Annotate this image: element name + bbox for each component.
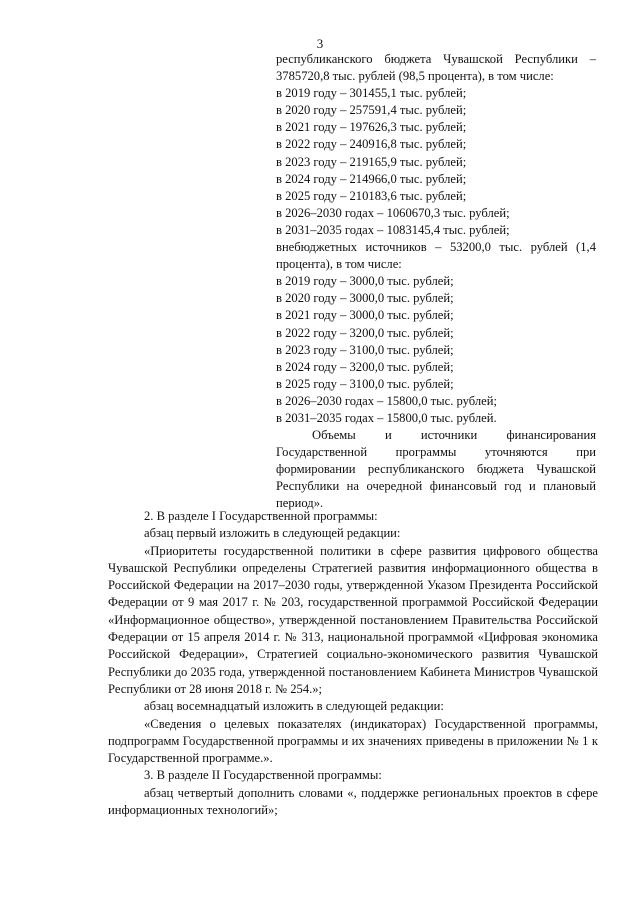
republic-line-2020: в 2020 году – 257591,4 тыс. рублей; — [276, 103, 467, 118]
republic-line-2031-2035: в 2031–2035 годах – 1083145,4 тыс. рублей; — [276, 222, 510, 237]
republic-line-2025: в 2025 году – 210183,6 тыс. рублей; — [276, 188, 467, 203]
republic-line-2023: в 2023 году – 219165,9 тыс. рублей; — [276, 154, 467, 169]
paragraph-section-1-heading: 2. В разделе I Государственной программы: — [144, 509, 378, 523]
extra-line-2021: в 2021 году – 3000,0 тыс. рублей; — [276, 308, 454, 323]
extra-line-2019: в 2019 году – 3000,0 тыс. рублей; — [276, 274, 454, 289]
paragraph-first-abzac: абзац первый изложить в следующей редакции: — [144, 526, 401, 541]
paragraph-indicators-quote: «Сведения о целевых показателях (индикаторах) Государственной программы, подпрограмм Государственной программы и их значениях приведены в приложении № 1 к Государственной программе.». — [108, 716, 598, 766]
republic-line-2019: в 2019 году – 301455,1 тыс. рублей; — [276, 86, 467, 101]
extra-line-2026-2030: в 2026–2030 годах – 15800,0 тыс. рублей; — [276, 393, 497, 408]
amendments-body — [108, 508, 598, 819]
extra-line-2020: в 2020 году – 3000,0 тыс. рублей; — [276, 291, 454, 306]
extra-line-2025: в 2025 году – 3100,0 тыс. рублей; — [276, 376, 454, 391]
extra-line-2023: в 2023 году – 3100,0 тыс. рублей; — [276, 342, 454, 357]
paragraph-eighteenth-abzac: абзац восемнадцатый изложить в следующей редакции: — [144, 699, 444, 714]
paragraph-priorities-quote: «Приоритеты государственной политики в сфере развития цифрового общества Чувашской Республики определены Стратегией развития информационного общества в Российской Федерации на 2017–2030 годы, утвержденной Указом Президента Российской Федерации от 9 мая 2017 г. № 203, государственной программой Российской Федерации «Информационное общество», утвержденной постановлением Правительства Российской Федерации от 15 апреля 2014 г. № 313, национальной программой «Цифровая экономика Российской Федерации», Стратегией социально-экономического развития Чувашской Республики до 2035 года, утвержденной постановлением Кабинета Министров Чувашской Республики от 28 июня 2018 г. № 254.»; — [108, 543, 598, 696]
republic-line-2022: в 2022 году – 240916,8 тыс. рублей; — [276, 137, 467, 152]
paragraph-section-2-heading: 3. В разделе II Государственной программы: — [144, 768, 382, 783]
republic-budget-intro: республиканского бюджета Чувашской Республики – 3785720,8 тыс. рублей (98,5 процента), в том числе: — [276, 52, 596, 84]
republic-line-2021: в 2021 году – 197626,3 тыс. рублей; — [276, 120, 467, 135]
funding-closing-paragraph: Объемы и источники финансирования Государственной программы уточняются при формировании республиканского бюджета Чувашской Республики на очередной финансовый год и плановый период». — [276, 428, 596, 511]
funding-column — [276, 51, 596, 513]
extrabudget-intro: внебюджетных источников – 53200,0 тыс. рублей (1,4 процента), в том числе: — [276, 240, 596, 272]
paragraph-fourth-abzac: абзац четвертый дополнить словами «, поддержке региональных проектов в сфере информационных технологий»; — [108, 785, 598, 818]
extra-line-2022: в 2022 году – 3200,0 тыс. рублей; — [276, 325, 454, 340]
extra-line-2024: в 2024 году – 3200,0 тыс. рублей; — [276, 359, 454, 374]
page-number: 3 — [316, 36, 324, 51]
republic-line-2026-2030: в 2026–2030 годах – 1060670,3 тыс. рублей; — [276, 205, 510, 220]
republic-line-2024: в 2024 году – 214966,0 тыс. рублей; — [276, 171, 467, 186]
extra-line-2031-2035: в 2031–2035 годах – 15800,0 тыс. рублей. — [276, 410, 497, 425]
